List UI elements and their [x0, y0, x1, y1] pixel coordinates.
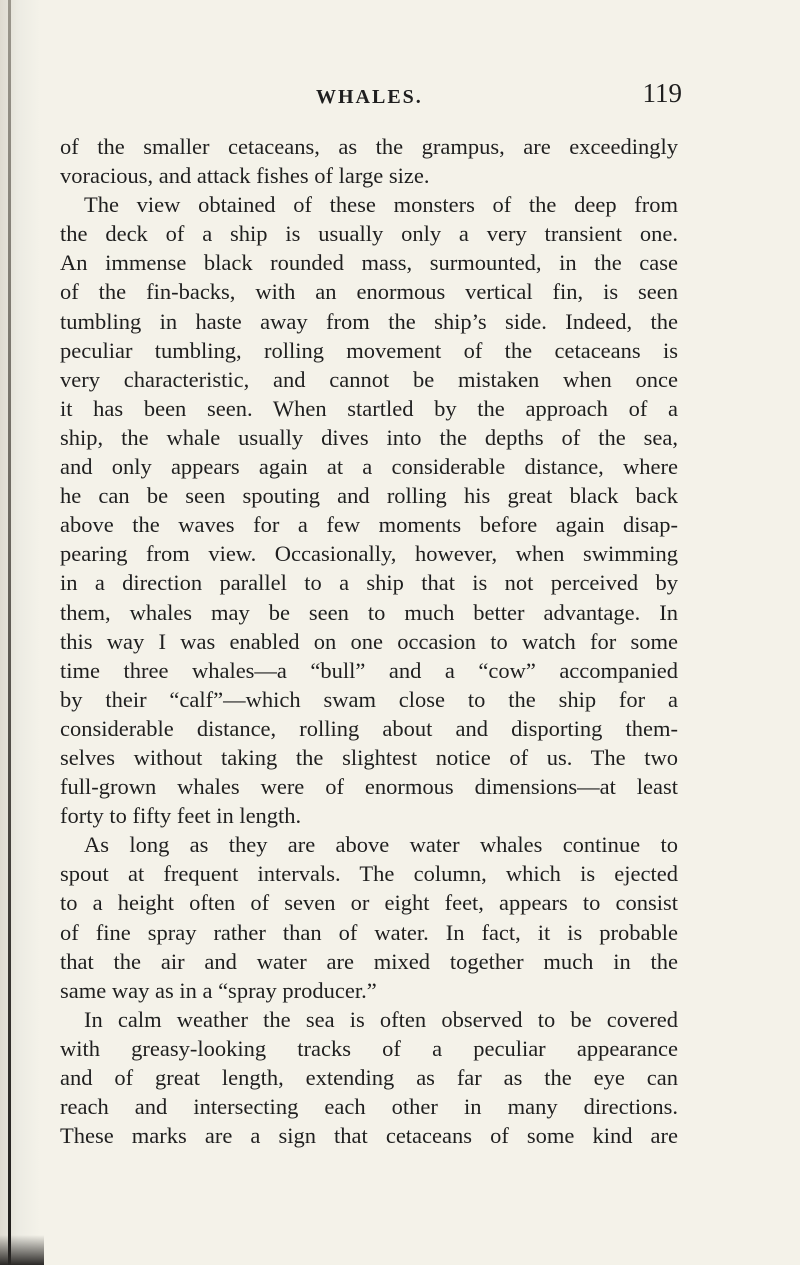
- binding-edge-shadow: [0, 1235, 44, 1265]
- text-line: spout at frequent intervals. The column, which is ejected: [60, 861, 678, 887]
- text-line: the deck of a ship is usually only a very transient one.: [60, 221, 678, 247]
- text-line: in a direction parallel to a ship that is not perceived by: [60, 570, 678, 596]
- paragraph-first-line: As long as they are above water whales continue to: [84, 832, 678, 858]
- text-line: ship, the whale usually dives into the depths of the sea,: [60, 424, 678, 450]
- text-line: and of great length, extending as far as the eye can: [60, 1065, 678, 1090]
- page-gutter-shadow: [0, 0, 40, 1265]
- text-line: very characteristic, and cannot be mistaken when once: [60, 366, 678, 392]
- text-line: considerable distance, rolling about and disporting them-: [60, 715, 678, 741]
- text-line: pearing from view. Occasionally, however, when swimming: [60, 541, 678, 567]
- text-line: he can be seen spouting and rolling his great black back: [60, 483, 678, 509]
- text-line: selves without taking the slightest notice of us. The two: [60, 744, 678, 770]
- text-line: with greasy-looking tracks of a peculiar appearance: [60, 1035, 678, 1061]
- text-line: of fine spray rather than of water. In fact, it is probable: [60, 919, 678, 945]
- text-line: reach and intersecting each other in many directions.: [60, 1094, 678, 1120]
- text-line: and only appears again at a considerable distance, where: [60, 454, 678, 480]
- text-line: by their “calf”—which swam close to the ship for a: [60, 686, 678, 712]
- binding-spine-line: [8, 0, 11, 1265]
- text-line: peculiar tumbling, rolling movement of the cetaceans is: [60, 337, 678, 363]
- text-line: of the smaller cetaceans, as the grampus, are exceedingly: [60, 134, 678, 159]
- paragraph-first-line: In calm weather the sea is often observed to be covered: [84, 1006, 678, 1032]
- text-line: voracious, and attack fishes of large size.: [60, 163, 430, 189]
- text-line: them, whales may be seen to much better advantage. In: [60, 599, 678, 625]
- text-line: tumbling in haste away from the ship’s side. Indeed, the: [60, 308, 678, 334]
- paragraph-first-line: The view obtained of these monsters of the deep from: [84, 192, 678, 218]
- text-line: that the air and water are mixed together much in the: [60, 948, 678, 974]
- text-line: forty to fifty feet in length.: [60, 803, 302, 829]
- text-line: above the waves for a few moments before again disap-: [60, 512, 678, 538]
- body-text: [60, 132, 678, 1150]
- text-line: same way as in a “spray producer.”: [60, 977, 377, 1003]
- text-line: it has been seen. When startled by the approach of a: [60, 395, 678, 421]
- text-line: full-grown whales were of enormous dimensions—at least: [60, 774, 678, 800]
- text-line: These marks are a sign that cetaceans of some kind are: [60, 1123, 678, 1149]
- text-line: of the fin-backs, with an enormous vertical fin, is seen: [60, 279, 678, 305]
- text-line: An immense black rounded mass, surmounted, in the case: [60, 250, 678, 276]
- text-line: time three whales—a “bull” and a “cow” accompanied: [60, 657, 678, 683]
- text-line: to a height often of seven or eight feet, appears to consist: [60, 890, 678, 916]
- running-head: [60, 78, 680, 118]
- text-line: this way I was enabled on one occasion to watch for some: [60, 628, 678, 654]
- page-number: 119: [642, 78, 682, 108]
- running-head-title: WHALES.: [316, 86, 423, 108]
